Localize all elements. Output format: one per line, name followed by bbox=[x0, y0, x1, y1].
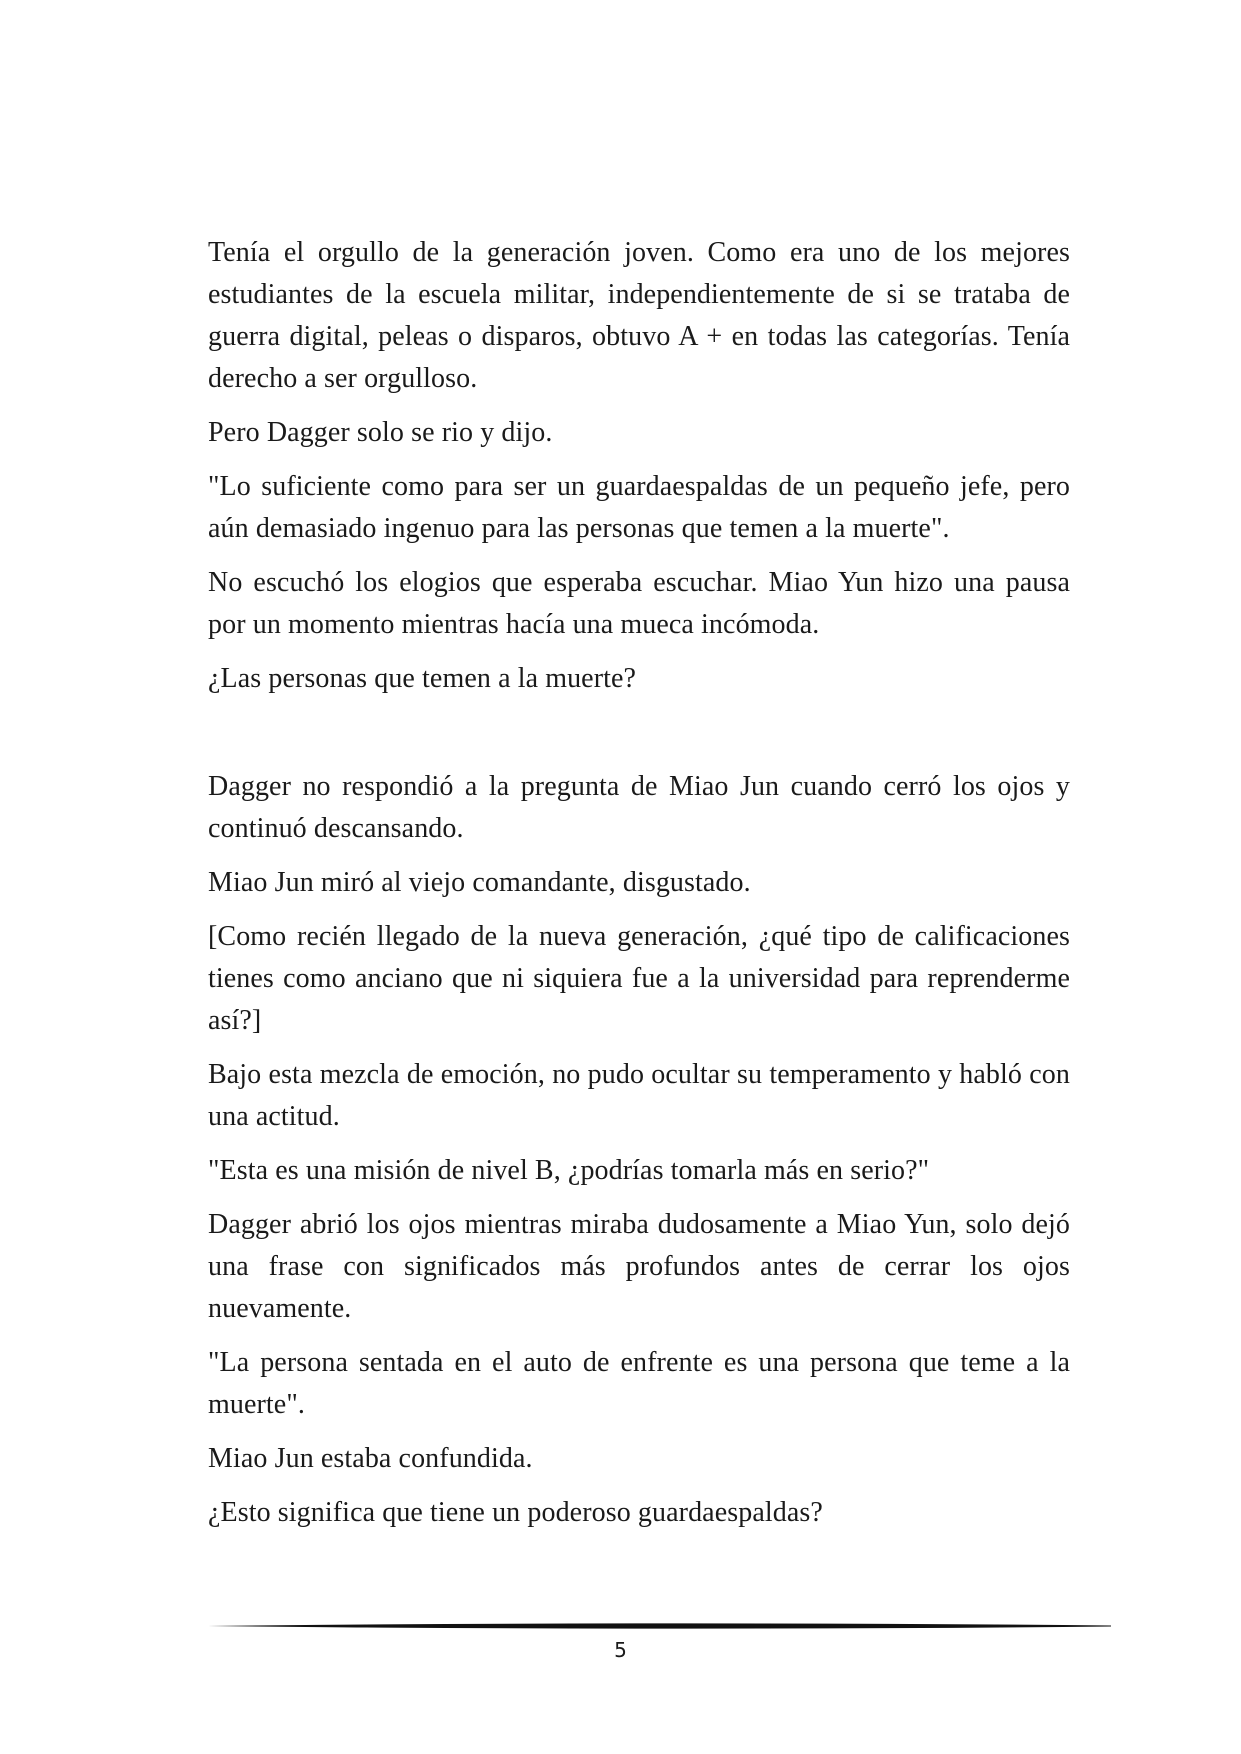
paragraph: ¿Las personas que temen a la muerte? bbox=[208, 663, 637, 694]
paragraph: Miao Jun estaba confundida. bbox=[208, 1443, 533, 1474]
paragraph: No escuchó los elogios que esperaba escuchar. Miao Yun hizo una pausa por un momento mientras hacía una mueca incómoda. bbox=[208, 567, 1070, 640]
paragraph: Miao Jun miró al viejo comandante, disgustado. bbox=[208, 867, 751, 898]
paragraph: Dagger no respondió a la pregunta de Miao Jun cuando cerró los ojos y continuó descansando. bbox=[208, 771, 1070, 844]
page-number: 5 bbox=[614, 1638, 627, 1662]
paragraph: Bajo esta mezcla de emoción, no pudo ocultar su temperamento y habló con una actitud. bbox=[208, 1059, 1070, 1132]
paragraph: "Esta es una misión de nivel B, ¿podrías tomarla más en serio?" bbox=[208, 1155, 930, 1186]
paragraph: "La persona sentada en el auto de enfrente es una persona que teme a la muerte". bbox=[208, 1347, 1070, 1420]
footer-divider bbox=[208, 1621, 1111, 1631]
paragraph: "Lo suficiente como para ser un guardaespaldas de un pequeño jefe, pero aún demasiado ingenuo para las personas que temen a la muerte". bbox=[208, 471, 1070, 544]
paragraph: ¿Esto significa que tiene un poderoso guardaespaldas? bbox=[208, 1497, 823, 1528]
paragraph: [Como recién llegado de la nueva generación, ¿qué tipo de calificaciones tienes como anciano que ni siquiera fue a la universidad para reprenderme así?] bbox=[208, 921, 1070, 1036]
paragraph: Tenía el orgullo de la generación joven. Como era uno de los mejores estudiantes de la escuela militar, independientemente de si se trataba de guerra digital, peleas o disparos, obtuvo A + en todas las categorías. Tenía derecho a ser orgulloso. bbox=[208, 237, 1070, 394]
paragraph: Dagger abrió los ojos mientras miraba dudosamente a Miao Yun, solo dejó una frase con significados más profundos antes de cerrar los ojos nuevamente. bbox=[208, 1209, 1070, 1324]
body-text bbox=[208, 232, 1070, 1546]
section-break bbox=[208, 712, 1070, 766]
paragraph: Pero Dagger solo se rio y dijo. bbox=[208, 417, 553, 448]
